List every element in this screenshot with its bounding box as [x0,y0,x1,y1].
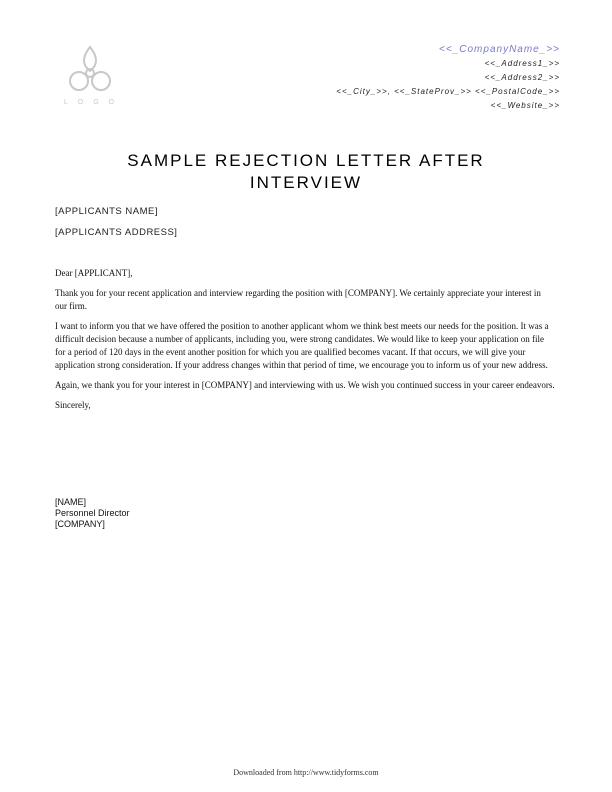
footer-link[interactable]: http://www.tidyforms.com [293,768,379,777]
signer-company: [COMPANY] [55,519,105,529]
closing: Sincerely, [55,400,91,410]
website: <<_Website_>> [490,101,560,110]
company-name: <<_CompanyName_>> [439,44,560,55]
paragraph-3: Again, we thank you for your interest in [COMPANY] and interviewing with us. We wish you continued success in your career endeavors. [55,380,555,390]
letter-body [55,267,555,419]
applicant-name-field: [APPLICANTS NAME] [55,206,158,217]
logo-text: LOGO [63,99,125,106]
signature-block [55,497,130,530]
applicant-address-field: [APPLICANTS ADDRESS] [55,227,178,238]
address-line-1: <<_Address1_>> [484,59,560,68]
address-line-2: <<_Address2_>> [484,73,560,82]
footer [0,768,612,777]
signer-role: Personnel Director [55,508,130,518]
footer-prefix: Downloaded from [233,768,292,777]
title-line-1: SAMPLE REJECTION LETTER AFTER [127,151,485,170]
paragraph-1: Thank you for your recent application and interview regarding the position with [COMPANY]. We certainly appreciate your interest in our firm. [55,288,541,311]
paragraph-2: I want to inform you that we have offered the position to another applicant whom we think best meets our needs for the position. It was a difficult decision because a number of applicants, including you, were strong candidates. We would like to keep your application on file for a period of 120 days in the event another position for which you are qualified becomes vacant. If that occurs, we will give your application strong consideration. If your address changes within that period of time, we encourage you to inform us of your new address. [55,321,549,370]
salutation: Dear [APPLICANT], [55,268,133,278]
company-header [336,43,560,113]
logo-icon [55,43,125,99]
city-state-postal: <<_City_>>, <<_StateProv_>> <<_PostalCode_>> [336,87,560,96]
company-logo [55,43,125,113]
page-title [60,150,552,194]
title-line-2: INTERVIEW [249,173,363,192]
signer-name: [NAME] [55,497,87,507]
